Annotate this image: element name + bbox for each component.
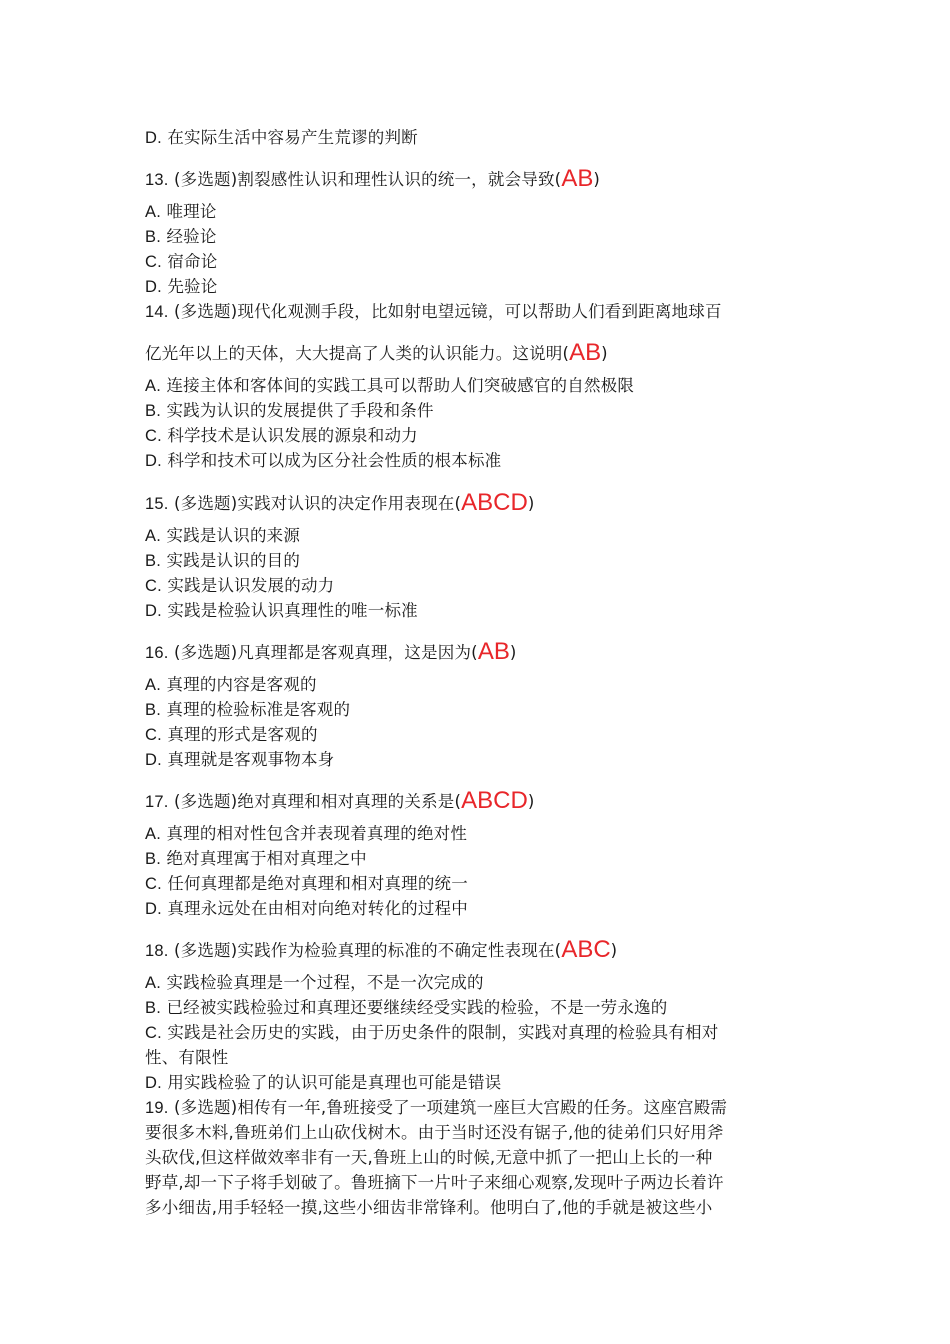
q17-option-d: D. 真理永远处在由相对向绝对转化的过程中	[145, 899, 468, 918]
q13-option-b: B. 经验论	[145, 227, 217, 246]
q18-option-a: A. 实践检验真理是一个过程，不是一次完成的	[145, 973, 484, 992]
question-14-line2: 亿光年以上的天体，大大提高了人类的认识能力。这说明(AB)	[145, 339, 608, 366]
q15-option-b: B. 实践是认识的目的	[145, 551, 301, 570]
q17-option-a: A. 真理的相对性包含并表现着真理的绝对性	[145, 824, 468, 843]
answer-13: AB	[561, 165, 594, 192]
q18-option-d: D. 用实践检验了的认识可能是真理也可能是错误	[145, 1073, 502, 1092]
answer-14: AB	[569, 339, 602, 366]
q19-line-2: 要很多木料,鲁班弟们上山砍伐树木。由于当时还没有锯子,他的徒弟们只好用斧	[145, 1123, 724, 1142]
question-19: 19. (多选题)相传有一年,鲁班接受了一项建筑一座巨大宫殿的任务。这座宫殿需	[145, 1098, 728, 1117]
q16-option-a: A. 真理的内容是客观的	[145, 675, 317, 694]
q17-option-b: B. 绝对真理寓于相对真理之中	[145, 849, 367, 868]
q13-option-a: A. 唯理论	[145, 202, 217, 221]
q14-option-d: D. 科学和技术可以成为区分社会性质的根本标准	[145, 451, 502, 470]
q14-option-a: A. 连接主体和客体间的实践工具可以帮助人们突破感官的自然极限	[145, 376, 635, 395]
question-16: 16. (多选题)凡真理都是客观真理，这是因为(AB)	[145, 638, 517, 665]
q17-option-c: C. 任何真理都是绝对真理和相对真理的统一	[145, 874, 468, 893]
q15-option-c: C. 实践是认识发展的动力	[145, 576, 335, 595]
q13-option-d: D. 先验论	[145, 277, 218, 296]
q19-line-3: 头砍伐,但这样做效率非有一天,鲁班上山的时候,无意中抓了一把山上长的一种	[145, 1148, 713, 1167]
answer-18: ABC	[561, 936, 611, 963]
q19-line-4: 野草,却一下子将手划破了。鲁班摘下一片叶子来细心观察,发现叶子两边长着许	[145, 1173, 724, 1192]
q15-option-d: D. 实践是检验认识真理性的唯一标准	[145, 601, 418, 620]
q16-option-d: D. 真理就是客观事物本身	[145, 750, 335, 769]
option-d-prev: D. 在实际生活中容易产生荒谬的判断	[145, 128, 418, 147]
q14-option-b: B. 实践为认识的发展提供了手段和条件	[145, 401, 434, 420]
q15-option-a: A. 实践是认识的来源	[145, 526, 301, 545]
q18-option-b: B. 已经被实践检验过和真理还要继续经受实践的检验，不是一劳永逸的	[145, 998, 668, 1017]
q13-option-c: C. 宿命论	[145, 252, 218, 271]
question-15: 15. (多选题)实践对认识的决定作用表现在(ABCD)	[145, 489, 535, 516]
question-14: 14. (多选题)现代化观测手段，比如射电望远镜，可以帮助人们看到距离地球百	[145, 302, 722, 321]
answer-17: ABCD	[461, 787, 528, 814]
q14-option-c: C. 科学技术是认识发展的源泉和动力	[145, 426, 418, 445]
question-17: 17. (多选题)绝对真理和相对真理的关系是(ABCD)	[145, 787, 535, 814]
q18-option-c-cont: 性、有限性	[145, 1048, 229, 1067]
q16-option-b: B. 真理的检验标准是客观的	[145, 700, 351, 719]
question-18: 18. (多选题)实践作为检验真理的标准的不确定性表现在(ABC)	[145, 936, 618, 963]
q16-option-c: C. 真理的形式是客观的	[145, 725, 318, 744]
q18-option-c: C. 实践是社会历史的实践，由于历史条件的限制，实践对真理的检验具有相对	[145, 1023, 719, 1042]
answer-16: AB	[477, 638, 510, 665]
answer-15: ABCD	[461, 489, 528, 516]
q19-line-5: 多小细齿,用手轻轻一摸,这些小细齿非常锋利。他明白了,他的手就是被这些小	[145, 1198, 713, 1217]
question-13: 13. (多选题)割裂感性认识和理性认识的统一，就会导致(AB)	[145, 165, 600, 192]
